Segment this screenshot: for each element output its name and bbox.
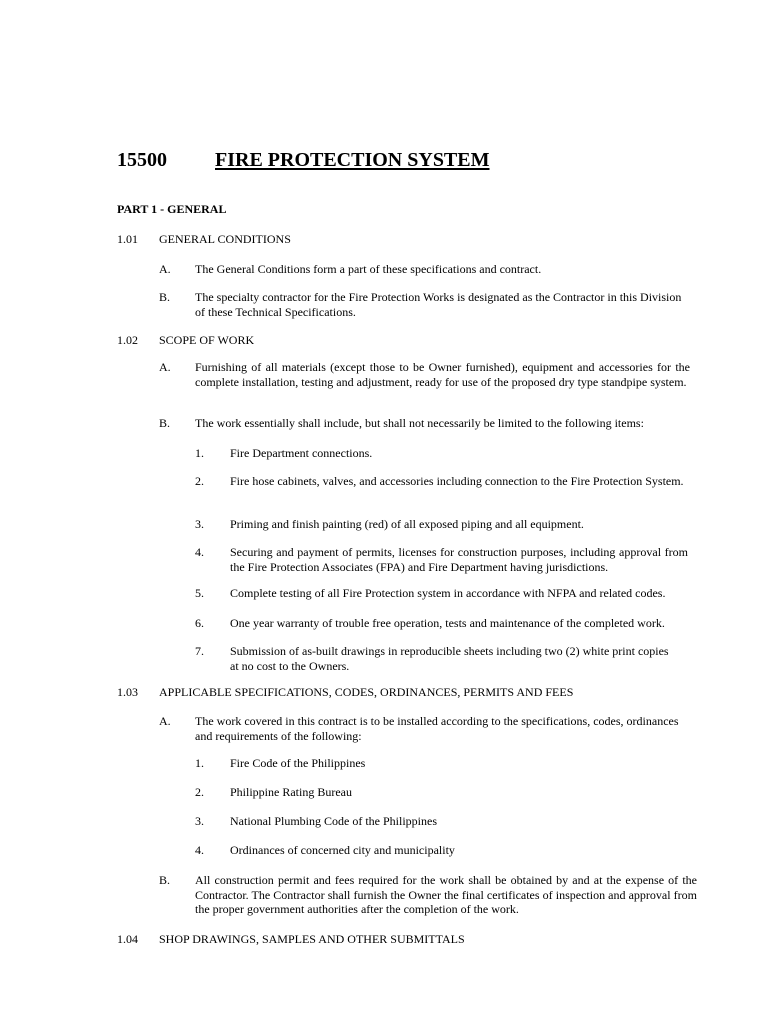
subitem-marker: 7.: [195, 644, 204, 658]
subitem-text: Fire Department connections.: [230, 446, 373, 460]
section-title-text: FIRE PROTECTION SYSTEM: [215, 149, 490, 171]
subitem-marker: 2.: [195, 785, 204, 799]
subitem-text: Fire Code of the Philippines: [230, 756, 366, 770]
item-text: The work essentially shall include, but shall not necessarily be limited to the following items:: [195, 416, 644, 430]
subitem-text: Ordinances of concerned city and municipality: [230, 843, 455, 857]
item-text: All construction permit and fees required for the work shall be obtained by and at the expense of the Contractor. The Contractor shall furnish the Owner the final certificates of inspection and approval from the proper government authorities after the completion of the work.: [195, 873, 697, 916]
section-heading-1-03: APPLICABLE SPECIFICATIONS, CODES, ORDINANCES, PERMITS AND FEES: [159, 685, 574, 699]
section-heading-1-02: SCOPE OF WORK: [159, 333, 255, 347]
subitem-text: Fire hose cabinets, valves, and accessories including connection to the Fire Protection System.: [230, 474, 684, 488]
subitem-text: Philippine Rating Bureau: [230, 785, 352, 799]
item-text: Furnishing of all materials (except those to be Owner furnished), equipment and accessories for the complete installation, testing and adjustment, ready for use of the proposed dry type standpipe system.: [195, 360, 690, 389]
item-text: The work covered in this contract is to be installed according to the specifications, codes, ordinances and requirements of the following:: [195, 714, 679, 743]
item-text: The specialty contractor for the Fire Protection Works is designated as the Contractor in this Division of these Technical Specifications.: [195, 290, 682, 319]
section-heading-1-01: GENERAL CONDITIONS: [159, 232, 291, 246]
section-title: [117, 148, 490, 172]
subitem-marker: 2.: [195, 474, 204, 488]
subitem-text: One year warranty of trouble free operation, tests and maintenance of the completed work.: [230, 616, 665, 630]
subitem-marker: 3.: [195, 814, 204, 828]
item-marker: A.: [159, 714, 171, 728]
item-marker: B.: [159, 873, 171, 887]
subitem-marker: 4.: [195, 843, 204, 857]
subitem-text: Complete testing of all Fire Protection system in accordance with NFPA and related codes.: [230, 586, 666, 600]
section-number-1-03: 1.03: [117, 685, 138, 699]
subitem-marker: 1.: [195, 756, 204, 770]
subitem-marker: 3.: [195, 517, 204, 531]
part-heading: PART 1 - GENERAL: [117, 202, 227, 216]
subitem-marker: 4.: [195, 545, 204, 559]
section-number-1-02: 1.02: [117, 333, 138, 347]
subitem-text: National Plumbing Code of the Philippines: [230, 814, 437, 828]
subitem-marker: 5.: [195, 586, 204, 600]
item-marker: A.: [159, 262, 171, 276]
subitem-marker: 1.: [195, 446, 204, 460]
section-number: 15500: [117, 149, 167, 171]
item-marker: A.: [159, 360, 171, 374]
section-heading-1-04: SHOP DRAWINGS, SAMPLES AND OTHER SUBMITTALS: [159, 932, 465, 946]
section-number-1-04: 1.04: [117, 932, 138, 946]
item-marker: B.: [159, 416, 171, 430]
subitem-marker: 6.: [195, 616, 204, 630]
subitem-text: Securing and payment of permits, licenses for construction purposes, including approval from the Fire Protection Associates (FPA) and Fire Department having jurisdictions.: [230, 545, 688, 574]
section-number-1-01: 1.01: [117, 232, 138, 246]
subitem-text: Submission of as-built drawings in reproducible sheets including two (2) white print copies at no cost to the Owners.: [230, 644, 669, 673]
item-marker: B.: [159, 290, 171, 304]
subitem-text: Priming and finish painting (red) of all exposed piping and all equipment.: [230, 517, 584, 531]
item-text: The General Conditions form a part of these specifications and contract.: [195, 262, 542, 276]
